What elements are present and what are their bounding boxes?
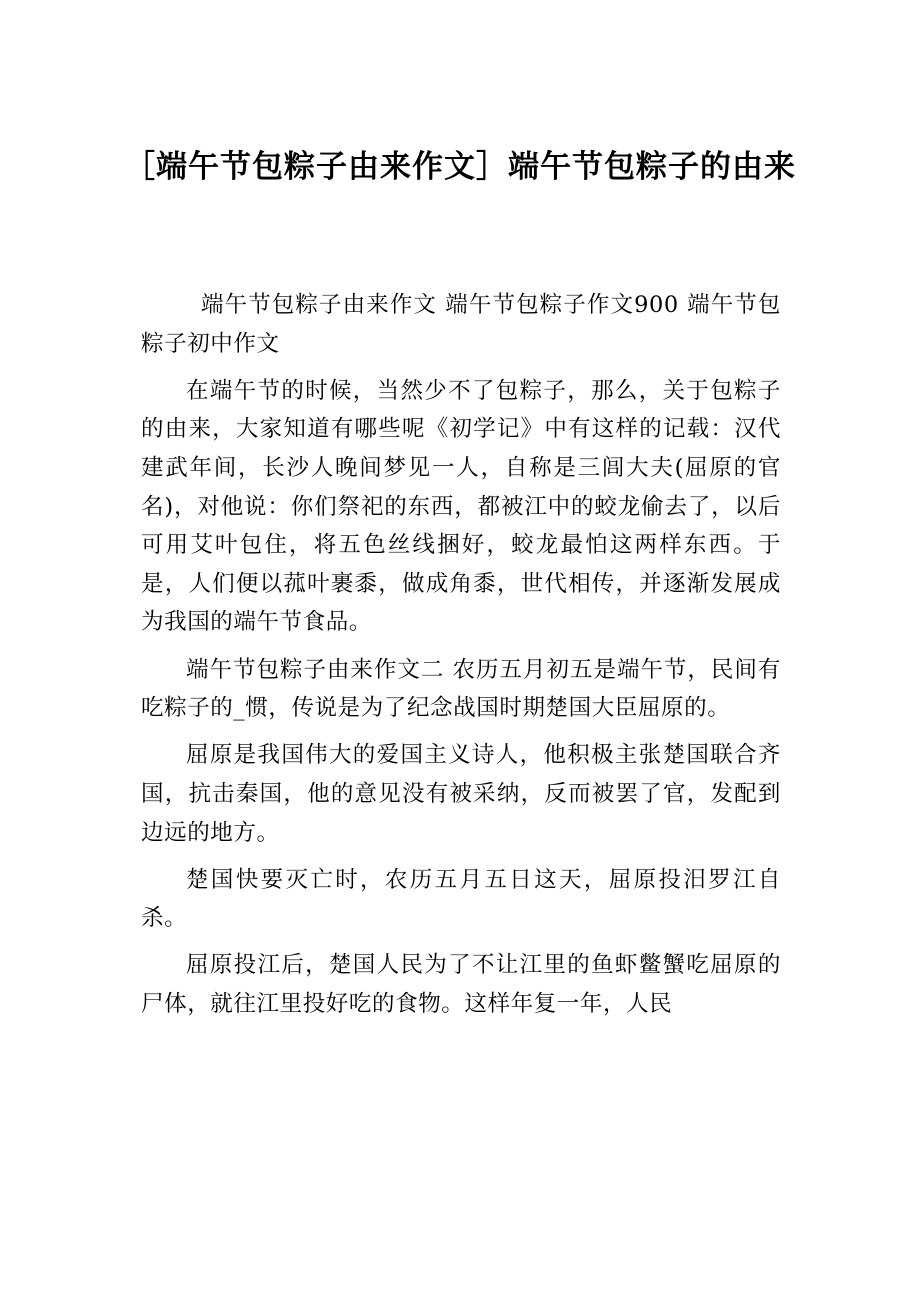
body-paragraph: 楚国快要灭亡时，农历五月五日这天，屈原投汨罗江自杀。 xyxy=(141,866,781,932)
body-paragraph: 端午节包粽子由来作文二 农历五月初五是端午节，民间有吃粽子的_惯，传说是为了纪念战国时期楚国大臣屈原的。 xyxy=(141,656,781,722)
body-paragraph: 屈原是我国伟大的爱国主义诗人，他积极主张楚国联合齐国，抗击秦国，他的意见没有被采纳，反而被罢了官，发配到边远的地方。 xyxy=(141,742,781,846)
document-title: ［端午节包粽子由来作文］端午节包粽子的由来 xyxy=(124,149,796,185)
document-body xyxy=(141,286,781,1032)
subtitle-paragraph: 端午节包粽子由来作文 端午节包粽子作文900 端午节包粽子初中作文 xyxy=(141,292,781,357)
body-paragraph: 在端午节的时候，当然少不了包粽子，那么，关于包粽子的由来，大家知道有哪些呢《初学记》中有这样的记载：汉代建武年间，长沙人晚间梦见一人，自称是三闾大夫(屈原的官名)，对他说：你们祭祀的东西，都被江中的蛟龙偷去了，以后可用艾叶包住，将五色丝线捆好，蛟龙最怕这两样东西。于是，人们便以菰叶裹黍，做成角黍，世代相传，并逐渐发展成为我国的端午节食品。 xyxy=(141,377,781,636)
body-paragraph: 屈原投江后，楚国人民为了不让江里的鱼虾鳖蟹吃屈原的尸体，就往江里投好吃的食物。这样年复一年，人民 xyxy=(141,952,781,1018)
